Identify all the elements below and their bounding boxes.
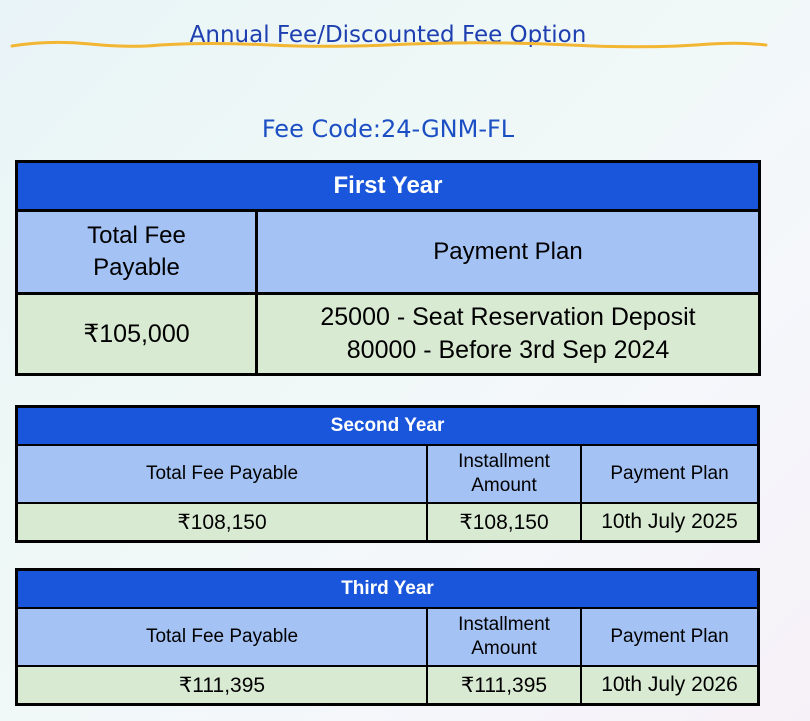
first-year-title: First Year (17, 162, 760, 211)
third-year-installment-value: ₹111,395 (427, 666, 581, 705)
first-year-plan-value (257, 294, 760, 375)
first-year-total-header: Total Fee Payable (87, 222, 186, 281)
heading-underline-decoration (10, 36, 770, 56)
page-heading: Annual Fee/Discounted Fee Option (189, 22, 587, 48)
first-year-plan-header: Payment Plan (257, 211, 760, 294)
second-year-total-value: ₹108,150 (17, 503, 428, 542)
second-year-installment-header: Installment Amount (458, 451, 550, 496)
third-year-total-value: ₹111,395 (17, 666, 428, 705)
second-year-plan-value: 10th July 2025 (581, 503, 759, 542)
third-year-plan-value: 10th July 2026 (581, 666, 759, 705)
second-year-plan-header: Payment Plan (581, 445, 759, 503)
second-year-total-header: Total Fee Payable (17, 445, 428, 503)
second-year-table (15, 405, 760, 543)
second-year-title: Second Year (17, 407, 759, 446)
first-year-plan-line-2: 80000 - Before 3rd Sep 2024 (346, 336, 670, 364)
fee-code: Fee Code:24-GNM-FL (261, 115, 515, 143)
second-year-installment-value: ₹108,150 (427, 503, 581, 542)
third-year-title: Third Year (17, 570, 759, 609)
third-year-total-header: Total Fee Payable (17, 608, 428, 666)
third-year-table (15, 568, 760, 706)
first-year-plan-line-1: 25000 - Seat Reservation Deposit (320, 303, 696, 331)
third-year-installment-header: Installment Amount (458, 614, 550, 659)
third-year-plan-header: Payment Plan (581, 608, 759, 666)
first-year-table (15, 160, 761, 376)
first-year-total-value: ₹105,000 (17, 294, 257, 375)
